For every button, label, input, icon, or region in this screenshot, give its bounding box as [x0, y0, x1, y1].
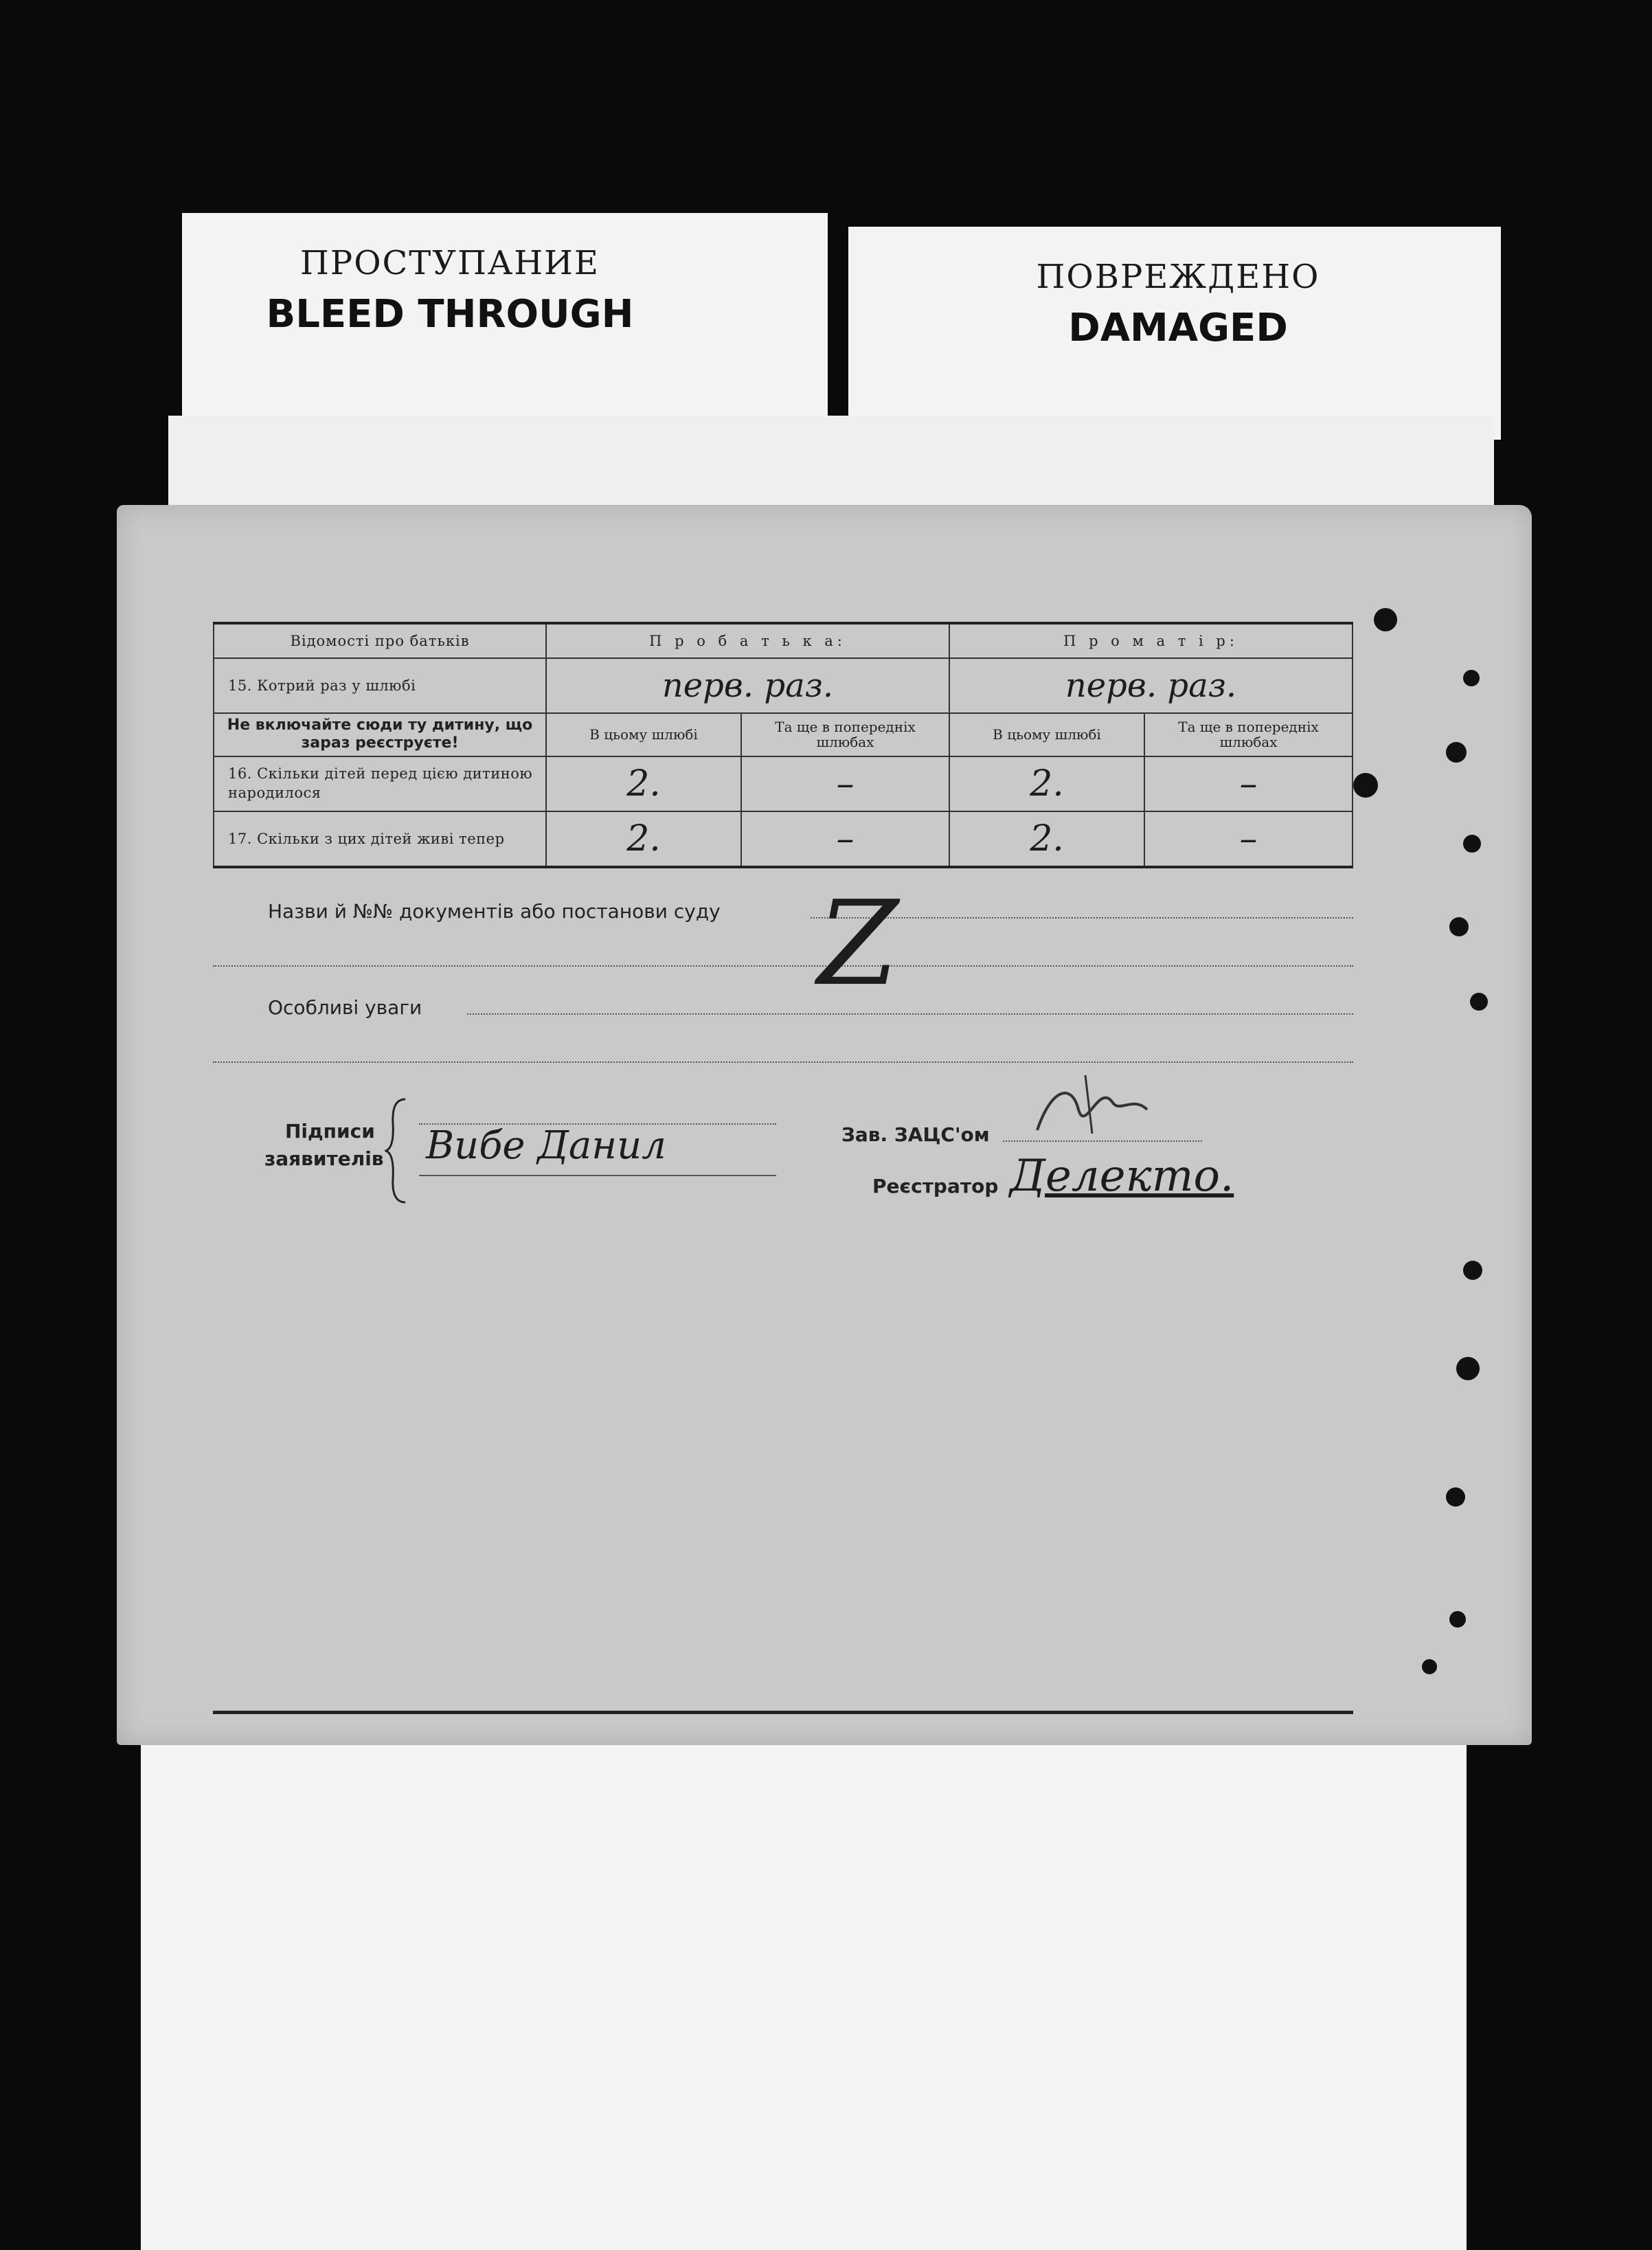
notes-label: Особливі уваги — [268, 996, 422, 1019]
damage-hole — [1470, 993, 1488, 1011]
row-16 — [214, 756, 1353, 811]
row16-father-this: 2. — [546, 756, 741, 811]
parents-info-table — [213, 622, 1353, 868]
row17-mother-this: 2. — [949, 811, 1144, 867]
applicants-label-line1: Підписи — [285, 1120, 375, 1143]
header-col-father: П р о б а т ь к а: — [546, 623, 949, 658]
damaged-label-en: DAMAGED — [1068, 306, 1288, 350]
row16-father-prev: – — [741, 756, 949, 811]
mother-in-this-marriage-label: В цьому шлюбі — [949, 713, 1144, 756]
damage-hole — [1446, 742, 1467, 763]
notes-line-2 — [213, 1061, 1353, 1063]
row15-father-value: перв. раз. — [546, 658, 949, 713]
row15-mother-value: перв. раз. — [949, 658, 1353, 713]
row16-label: 16. Скільки дітей перед цією дитиною народилося — [214, 756, 546, 811]
damage-hole — [1456, 1357, 1480, 1380]
father-in-this-marriage-label: В цьому шлюбі — [546, 713, 741, 756]
head-label: Зав. ЗАЦС'ом — [841, 1123, 990, 1146]
row17-label: 17. Скільки з цих дітей живі тепер — [214, 811, 546, 867]
applicant-sign-line-2 — [419, 1175, 776, 1176]
row15-label: 15. Котрий раз у шлюбі — [214, 658, 546, 713]
documents-label: Назви й №№ документів або постанови суду — [268, 900, 721, 923]
registrar-label: Реєстратор — [872, 1175, 999, 1197]
registry-form-page — [117, 505, 1532, 1745]
damage-hole — [1449, 917, 1469, 936]
row16-mother-this: 2. — [949, 756, 1144, 811]
bleed-through-card — [182, 213, 828, 433]
warning-text: Не включайте сюди ту дитину, що зараз реєструєте! — [214, 713, 546, 756]
damage-hole — [1374, 608, 1397, 631]
bottom-rule — [213, 1711, 1353, 1714]
row17-father-prev: – — [741, 811, 949, 867]
applicant-signature: Вибе Данил — [426, 1123, 666, 1168]
row-subheader — [214, 713, 1353, 756]
notes-line-1 — [467, 1013, 1353, 1015]
damaged-card — [848, 227, 1501, 440]
bottom-sheet — [141, 1724, 1467, 2250]
table-header-row — [214, 623, 1353, 658]
damage-hole — [1463, 1261, 1482, 1280]
paper-strip — [168, 416, 1494, 519]
header-col-mother: П р о м а т і р: — [949, 623, 1353, 658]
documents-z-mark: Z — [817, 876, 899, 1012]
row17-mother-prev: – — [1144, 811, 1353, 867]
damage-hole — [1463, 835, 1481, 853]
bleed-through-label-en: BLEED THROUGH — [266, 292, 634, 337]
applicants-label-line2: заявителів — [264, 1147, 384, 1170]
damage-hole — [1353, 773, 1378, 798]
damaged-label-ru: ПОВРЕЖДЕНО — [1036, 258, 1320, 296]
damage-hole — [1463, 670, 1480, 686]
mother-in-previous-label: Та ще в попередніх шлюбах — [1144, 713, 1353, 756]
father-in-previous-label: Та ще в попередніх шлюбах — [741, 713, 949, 756]
row-15 — [214, 658, 1353, 713]
row-17 — [214, 811, 1353, 867]
damage-hole — [1449, 1611, 1466, 1628]
damage-hole — [1422, 1659, 1437, 1674]
registrar-signature: Делекто. — [1010, 1151, 1234, 1202]
damage-hole — [1446, 1487, 1465, 1507]
bleed-through-label-ru: ПРОСТУПАНИЕ — [300, 244, 600, 282]
head-signature-scribble — [1023, 1068, 1161, 1144]
row16-mother-prev: – — [1144, 756, 1353, 811]
applicants-brace — [385, 1096, 412, 1206]
header-col-info: Відомості про батьків — [214, 623, 546, 658]
row17-father-this: 2. — [546, 811, 741, 867]
documents-line-2 — [213, 965, 1353, 967]
